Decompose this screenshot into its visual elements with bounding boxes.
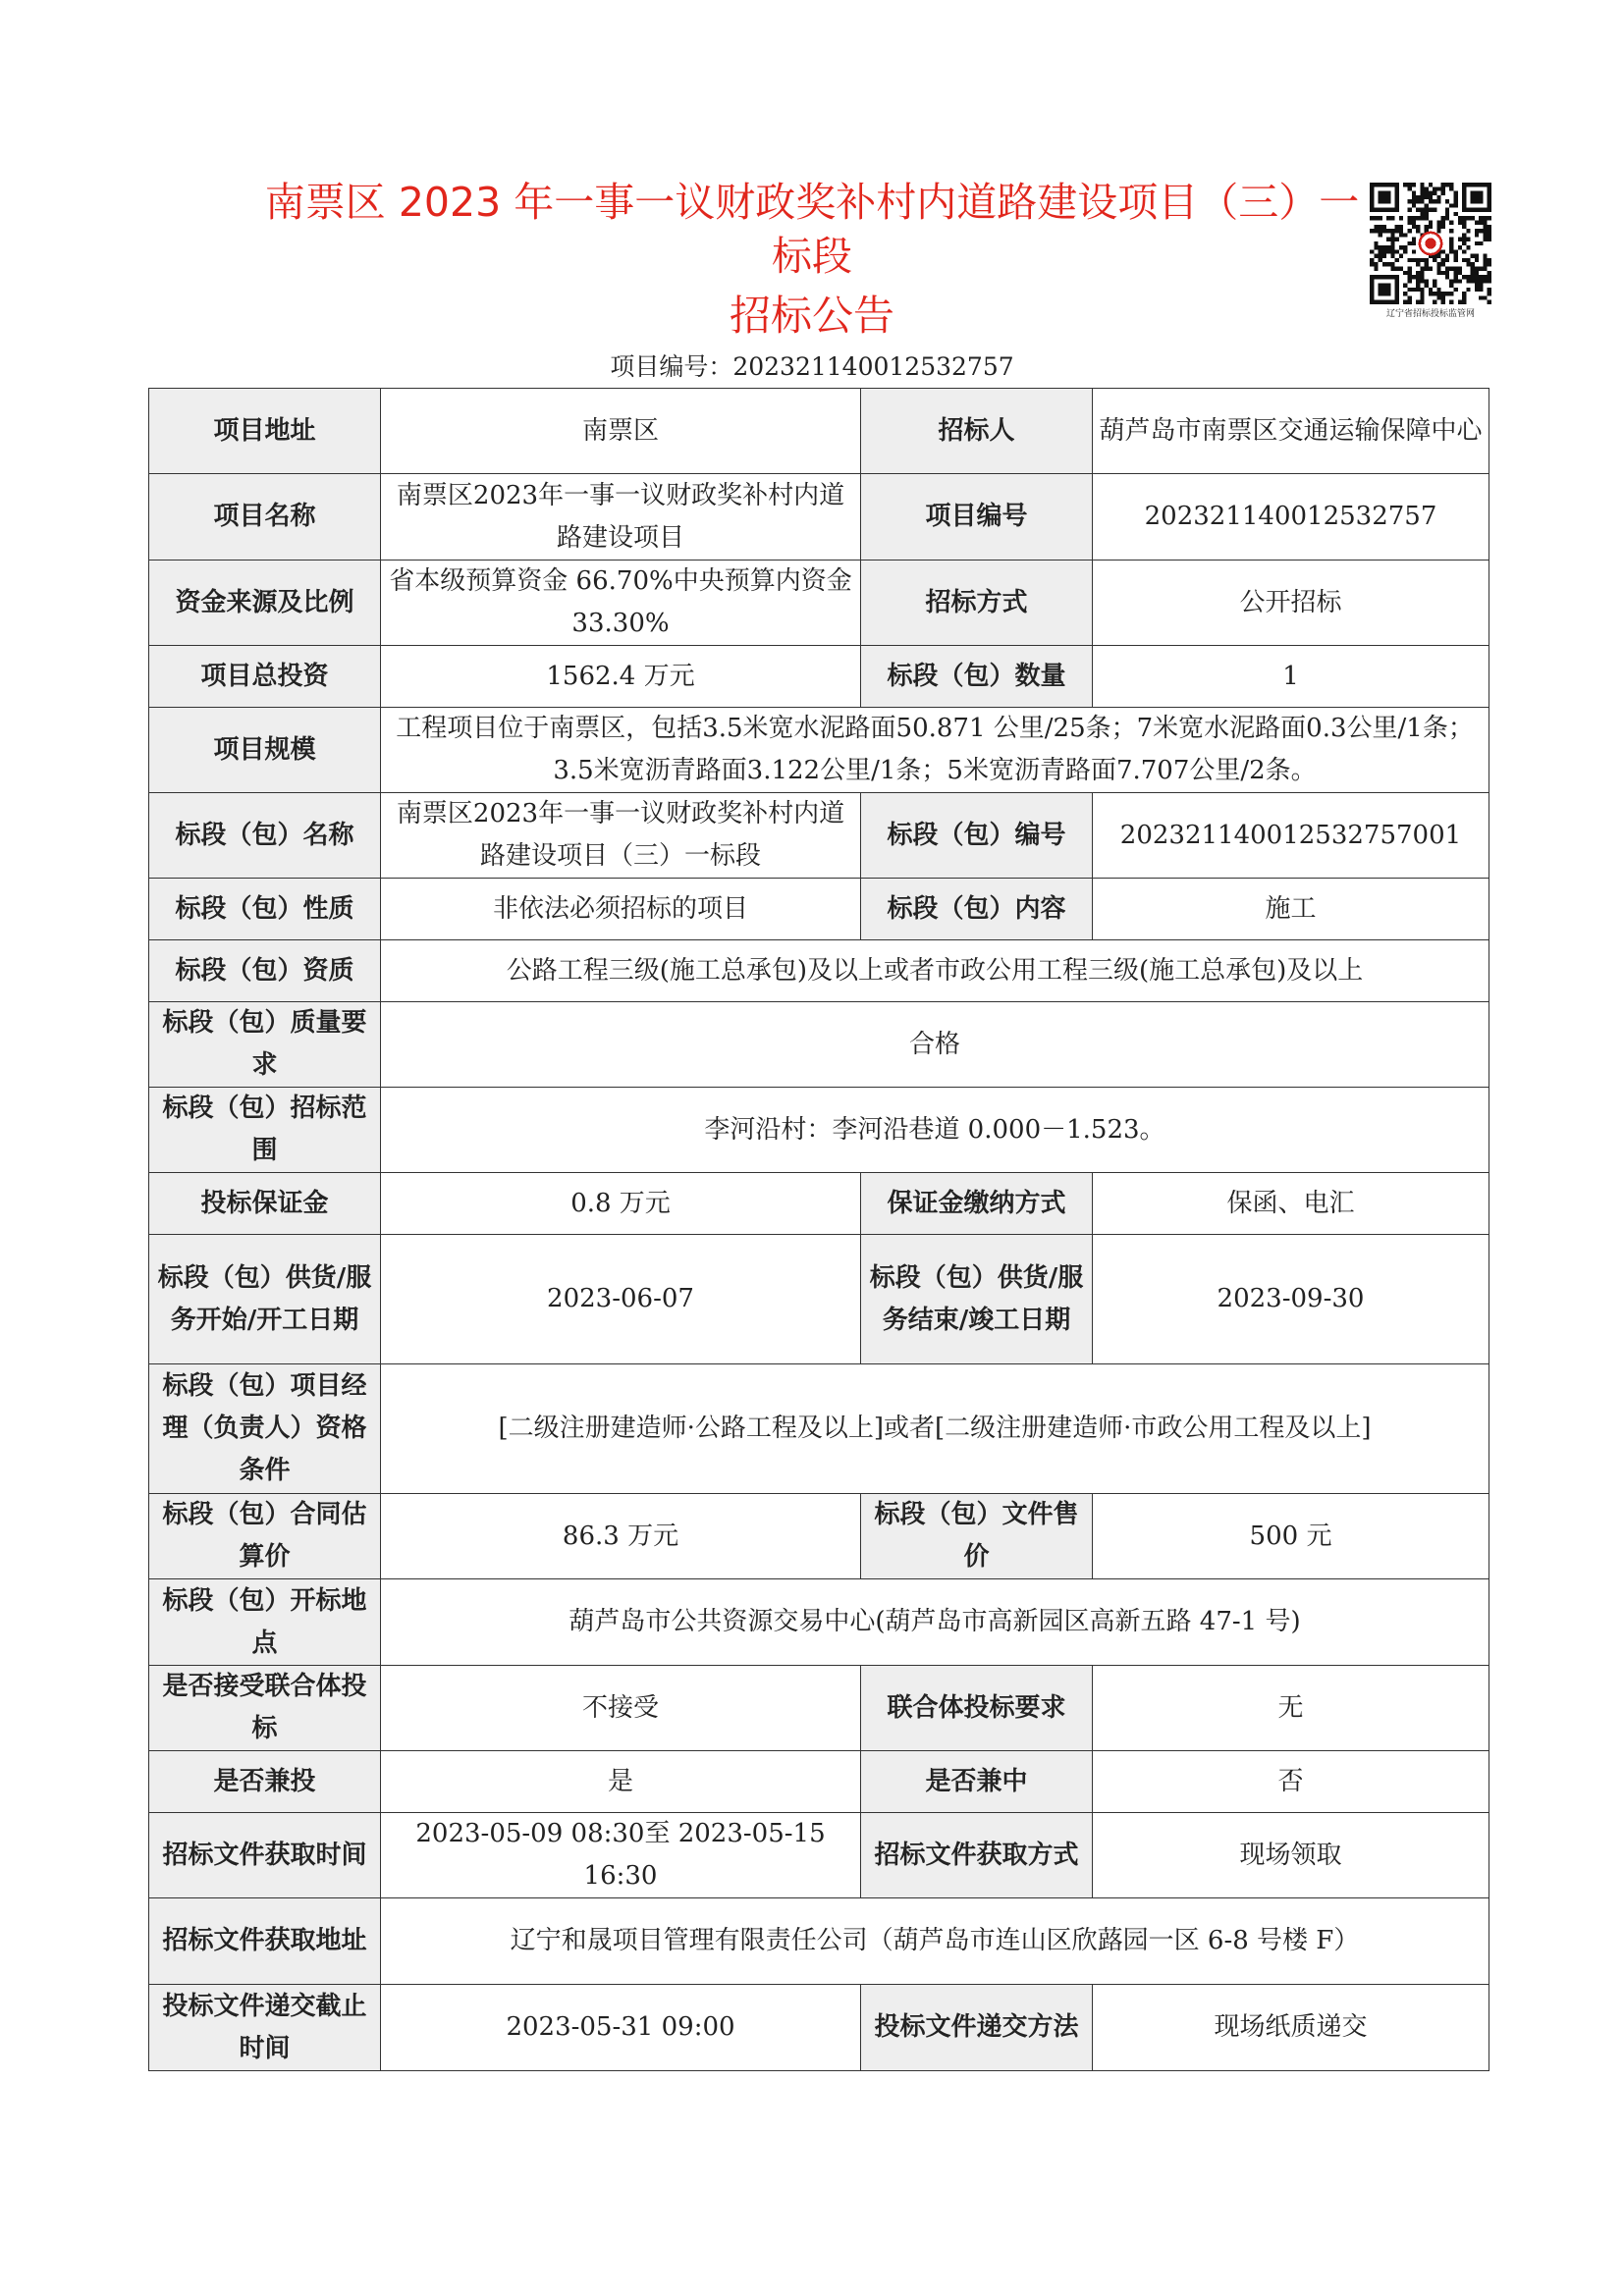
field-value: 86.3 万元 bbox=[381, 1494, 861, 1579]
field-label: 标段（包）开标地点 bbox=[149, 1579, 381, 1666]
field-label: 联合体投标要求 bbox=[861, 1666, 1093, 1751]
table-row bbox=[149, 708, 1489, 793]
table-row bbox=[149, 879, 1489, 940]
field-label: 标段（包）供货/服务开始/开工日期 bbox=[149, 1235, 381, 1364]
field-label: 项目规模 bbox=[149, 708, 381, 793]
field-value: 是 bbox=[381, 1751, 861, 1813]
field-value: 葫芦岛市南票区交通运输保障中心 bbox=[1093, 389, 1489, 474]
table-row bbox=[149, 646, 1489, 708]
field-label: 保证金缴纳方式 bbox=[861, 1173, 1093, 1235]
field-value: 工程项目位于南票区，包括3.5米宽水泥路面50.871 公里/25条；7米宽水泥路面0.3公里/1条；3.5米宽沥青路面3.122公里/1条；5米宽沥青路面7.707公里/2条。 bbox=[381, 708, 1489, 793]
table-row bbox=[149, 1985, 1489, 2071]
field-label: 招标人 bbox=[861, 389, 1093, 474]
table-row bbox=[149, 1813, 1489, 1898]
field-value: 保函、电汇 bbox=[1093, 1173, 1489, 1235]
field-label: 项目名称 bbox=[149, 474, 381, 561]
field-label: 是否兼投 bbox=[149, 1751, 381, 1813]
table-row bbox=[149, 1088, 1489, 1173]
field-label: 投标文件递交截止时间 bbox=[149, 1985, 381, 2071]
field-value: 辽宁和晟项目管理有限责任公司（葫芦岛市连山区欣蕗园一区 6-8 号楼 F） bbox=[381, 1898, 1489, 1985]
title-line-2: 标段 bbox=[772, 233, 852, 280]
table-row bbox=[149, 1235, 1489, 1364]
table-row bbox=[149, 1173, 1489, 1235]
field-value: 202321140012532757001 bbox=[1093, 793, 1489, 879]
field-label: 项目总投资 bbox=[149, 646, 381, 708]
table-row bbox=[149, 1666, 1489, 1751]
field-label: 标段（包）数量 bbox=[861, 646, 1093, 708]
field-label: 项目编号 bbox=[861, 474, 1093, 561]
field-label: 项目地址 bbox=[149, 389, 381, 474]
qr-code-icon[interactable] bbox=[1370, 183, 1491, 304]
field-value: 2023-09-30 bbox=[1093, 1235, 1489, 1364]
table-row bbox=[149, 793, 1489, 879]
field-value: 无 bbox=[1093, 1666, 1489, 1751]
table-row bbox=[149, 1002, 1489, 1088]
field-value: 南票区2023年一事一议财政奖补村内道路建设项目（三）一标段 bbox=[381, 793, 861, 879]
document-title: 招标公告 bbox=[729, 292, 894, 340]
field-label: 标段（包）编号 bbox=[861, 793, 1093, 879]
table-row bbox=[149, 1751, 1489, 1813]
qr-caption: 辽宁省招标投标监管网 bbox=[1385, 309, 1475, 319]
field-value: 1562.4 万元 bbox=[381, 646, 861, 708]
field-label: 标段（包）合同估算价 bbox=[149, 1494, 381, 1579]
field-label: 投标文件递交方法 bbox=[861, 1985, 1093, 2071]
project-number-line: 项目编号：202321140012532757 bbox=[610, 352, 1014, 381]
table-row bbox=[149, 940, 1489, 1002]
field-value: 不接受 bbox=[381, 1666, 861, 1751]
field-label: 是否接受联合体投标 bbox=[149, 1666, 381, 1751]
field-label: 标段（包）文件售价 bbox=[861, 1494, 1093, 1579]
table-row bbox=[149, 474, 1489, 561]
field-value: 省本级预算资金 66.70%中央预算内资金 33.30% bbox=[381, 561, 861, 646]
table-row bbox=[149, 1579, 1489, 1666]
field-value: 0.8 万元 bbox=[381, 1173, 861, 1235]
field-label: 招标文件获取方式 bbox=[861, 1813, 1093, 1898]
field-value: 南票区2023年一事一议财政奖补村内道路建设项目 bbox=[381, 474, 861, 561]
field-value: 现场领取 bbox=[1093, 1813, 1489, 1898]
field-label: 标段（包）质量要求 bbox=[149, 1002, 381, 1088]
field-value: 2023-05-09 08:30至 2023-05-15 16:30 bbox=[381, 1813, 861, 1898]
field-value: 公路工程三级(施工总承包)及以上或者市政公用工程三级(施工总承包)及以上 bbox=[381, 940, 1489, 1002]
title-line-1: 南票区 2023 年一事一议财政奖补村内道路建设项目（三）一 bbox=[264, 179, 1360, 226]
field-label: 是否兼中 bbox=[861, 1751, 1093, 1813]
field-value: 葫芦岛市公共资源交易中心(葫芦岛市高新园区高新五路 47-1 号) bbox=[381, 1579, 1489, 1666]
table-row bbox=[149, 1364, 1489, 1494]
field-value: 合格 bbox=[381, 1002, 1489, 1088]
field-label: 标段（包）性质 bbox=[149, 879, 381, 940]
table-row bbox=[149, 1494, 1489, 1579]
field-value: 否 bbox=[1093, 1751, 1489, 1813]
field-value: 500 元 bbox=[1093, 1494, 1489, 1579]
field-label: 标段（包）项目经理（负责人）资格条件 bbox=[149, 1364, 381, 1494]
field-label: 标段（包）供货/服务结束/竣工日期 bbox=[861, 1235, 1093, 1364]
field-label: 资金来源及比例 bbox=[149, 561, 381, 646]
field-value: 非依法必须招标的项目 bbox=[381, 879, 861, 940]
field-label: 招标方式 bbox=[861, 561, 1093, 646]
field-label: 投标保证金 bbox=[149, 1173, 381, 1235]
field-value: 1 bbox=[1093, 646, 1489, 708]
field-label: 招标文件获取时间 bbox=[149, 1813, 381, 1898]
field-value: 2023-05-31 09:00 bbox=[381, 1985, 861, 2071]
table-row bbox=[149, 389, 1489, 474]
field-label: 标段（包）招标范围 bbox=[149, 1088, 381, 1173]
field-value: 李河沿村：李河沿巷道 0.000－1.523。 bbox=[381, 1088, 1489, 1173]
field-label: 标段（包）资质 bbox=[149, 940, 381, 1002]
field-value: 南票区 bbox=[381, 389, 861, 474]
field-label: 标段（包）名称 bbox=[149, 793, 381, 879]
field-value: 202321140012532757 bbox=[1093, 474, 1489, 561]
field-label: 招标文件获取地址 bbox=[149, 1898, 381, 1985]
table-row bbox=[149, 1898, 1489, 1985]
table-row bbox=[149, 561, 1489, 646]
field-value: 现场纸质递交 bbox=[1093, 1985, 1489, 2071]
field-label: 标段（包）内容 bbox=[861, 879, 1093, 940]
field-value: 施工 bbox=[1093, 879, 1489, 940]
tender-info-table bbox=[148, 388, 1489, 2071]
field-value: 公开招标 bbox=[1093, 561, 1489, 646]
field-value: 2023-06-07 bbox=[381, 1235, 861, 1364]
field-value: [二级注册建造师·公路工程及以上]或者[二级注册建造师·市政公用工程及以上] bbox=[381, 1364, 1489, 1494]
